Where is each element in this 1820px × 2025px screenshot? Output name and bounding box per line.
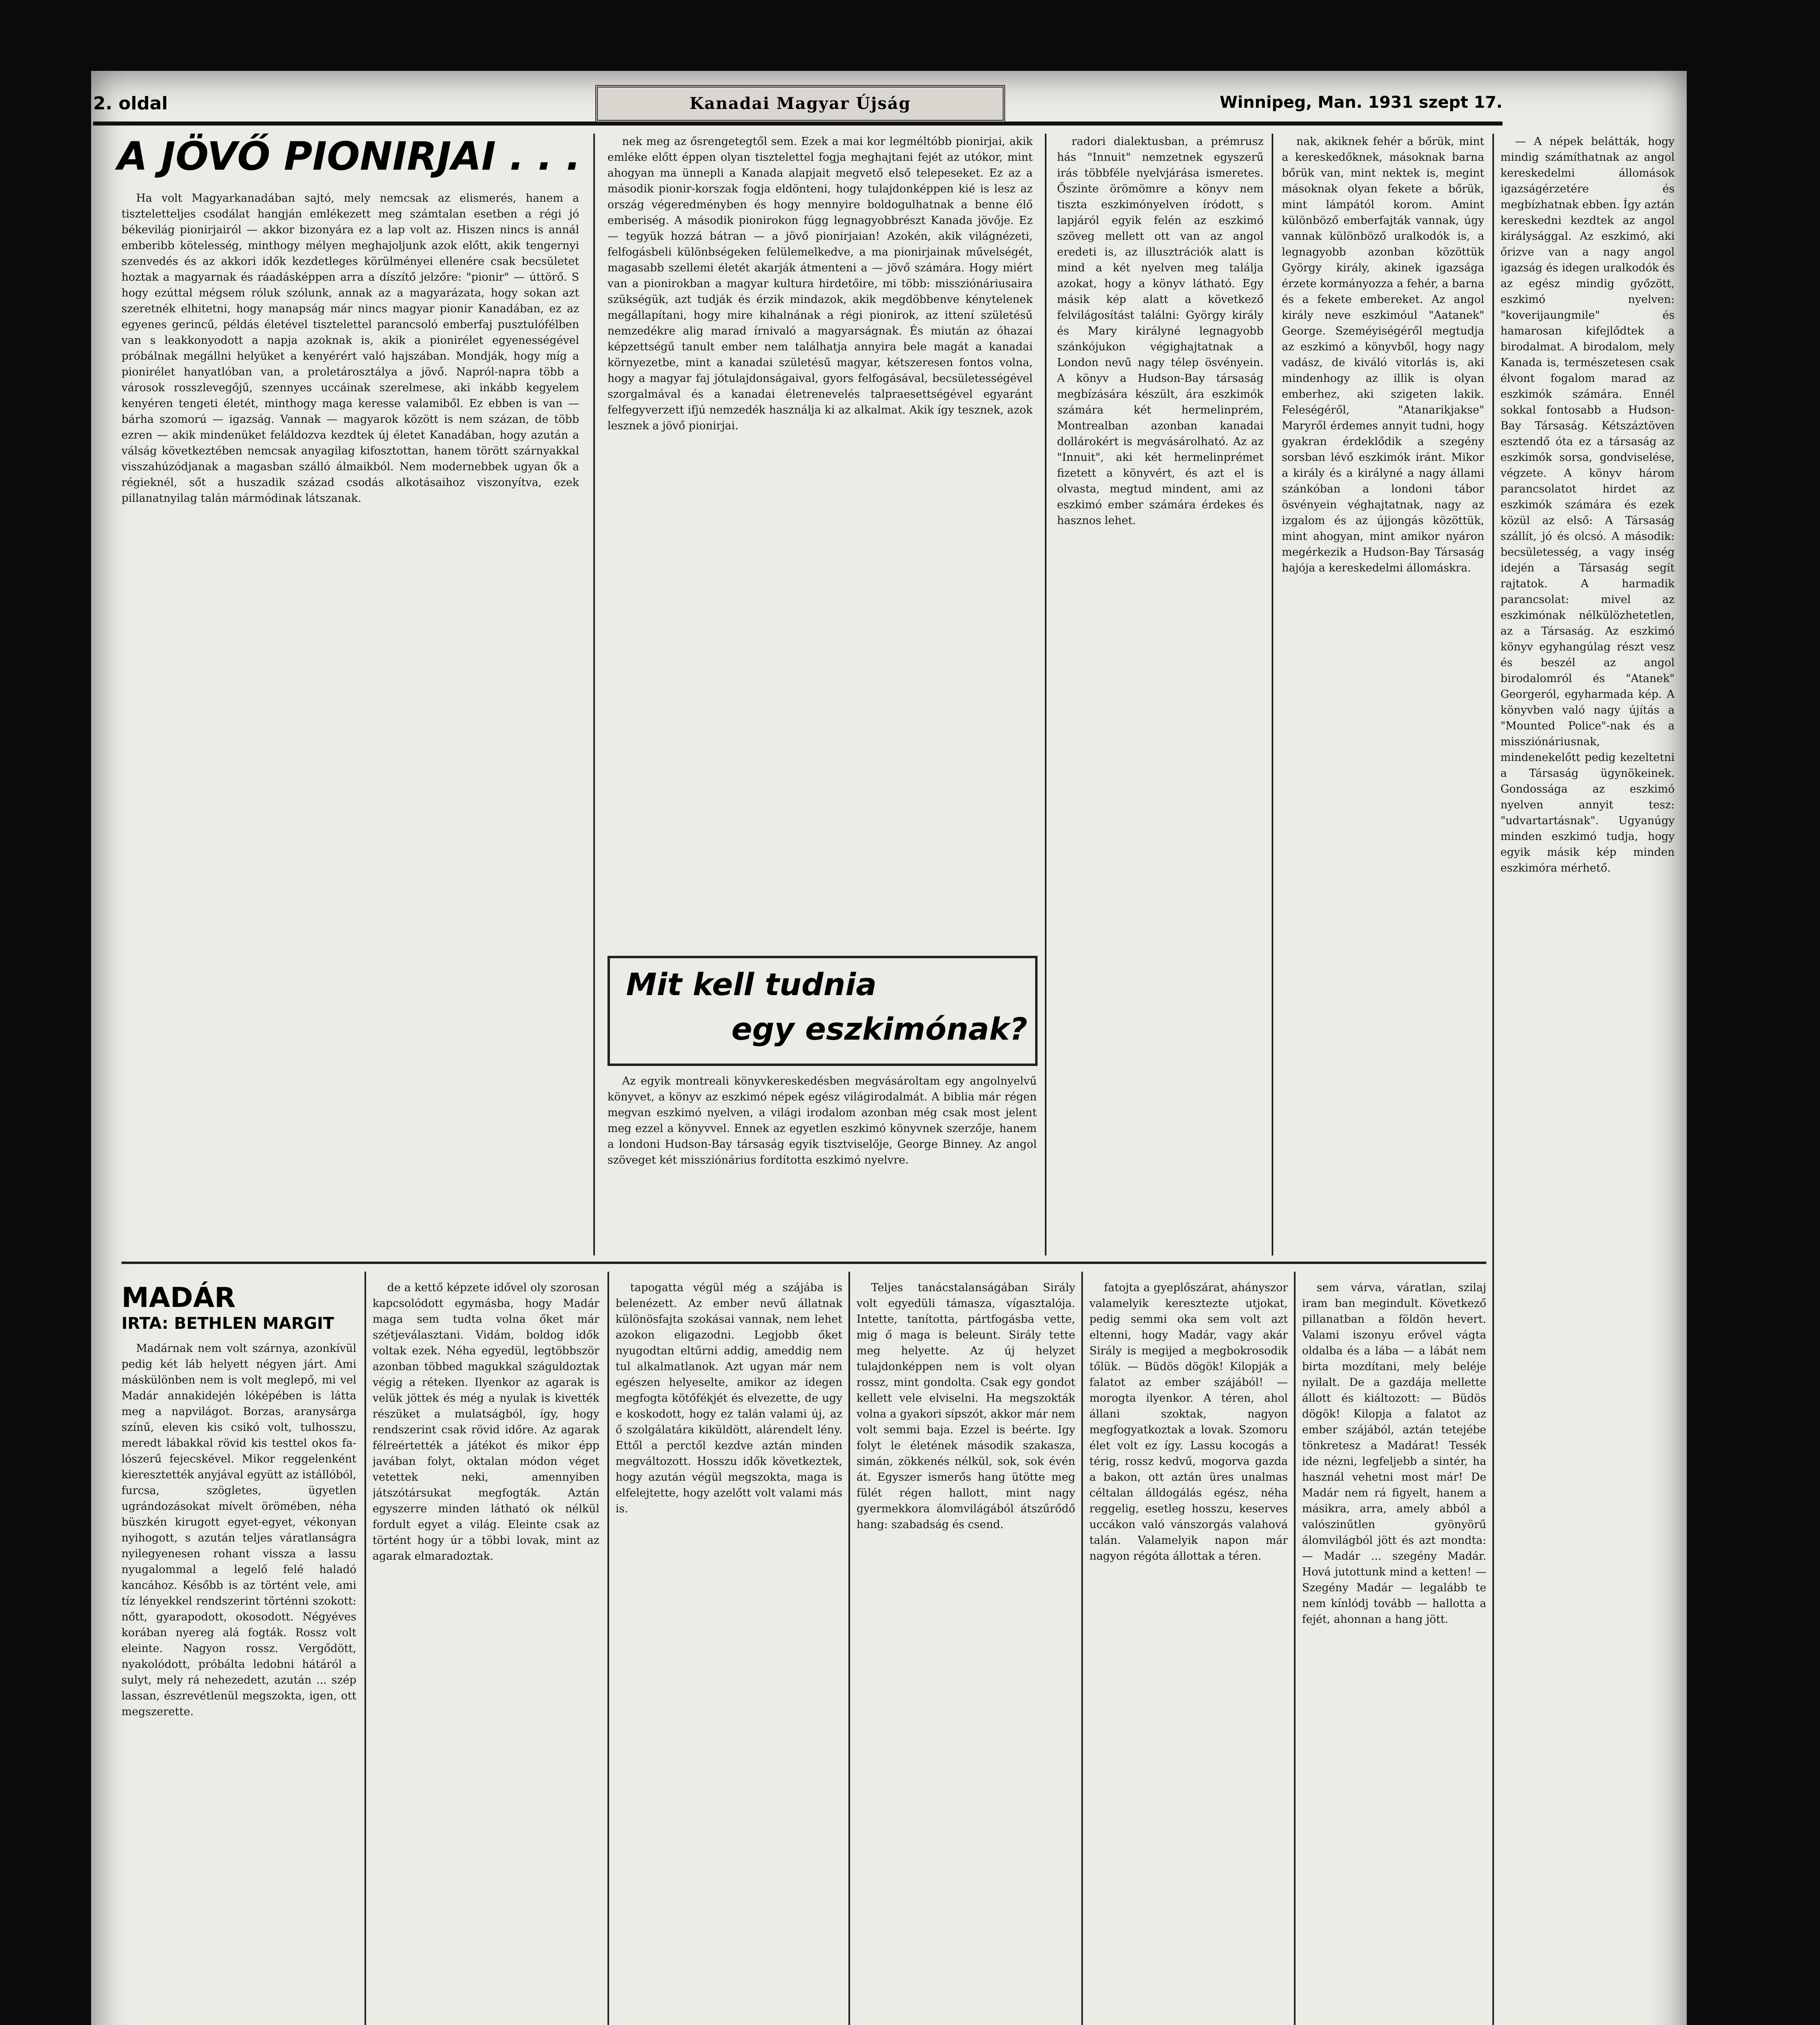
article-pionirjai-col2: [607, 134, 1033, 944]
column-divider: [593, 134, 595, 1256]
article-eszkimo-title-line2: egy eszkimónak?: [731, 1011, 1027, 1047]
column-divider: [607, 1272, 609, 2025]
article-eszkimo-body: Az egyik montreali könyvkereskedésben megvásároltam egy angolnyelvű könyvet, a könyv az eszkimó népek egész világirodalmát. A biblia már régen megvan eszkimó nyelven, a világi irodalom azonban még csak most jelent meg ezzel a könyvvel. Ennek az egyetlen eszkimó könyvnek szerzője, hanem a londoni Hudson-Bay társaság egyik tisztviselője, George Binney. Az angol szöveget két missziónárius fordította eszkimó nyelvre.: [607, 1075, 1037, 1166]
page-number: 2. oldal: [93, 93, 168, 114]
masthead: [93, 77, 1502, 126]
article-pionirjai-col3: [1057, 134, 1264, 1256]
article-eszkimo-title-line1: Mit kell tudnia: [626, 966, 877, 1002]
article-eszkimo-title-box: [607, 956, 1038, 1066]
column-divider: [1492, 134, 1494, 2025]
column-divider: [364, 1272, 366, 2025]
article-madar-text-2: de a kettő képzete idővel oly szorosan kapcsolódott egymásba, hogy Madár maga sem tudta volna őket már szétjeválasztani. Vidám, boldog idők voltak ezek. Néha egyedül, legtöbbször azonban többed magukkal száguldoztak végig a réteken. Ilyenkor az agarak is velük jöttek és még a nyulak is kivették részüket a mulatságból, így, hogy rendszerint csak rövid időre. Az agarak félreértették a játékot és mikor épp javában folyt, oktalan módon véget vetettek neki, amennyiben játszótársukat megfogták. Aztán egyszerre minden látható ok nélkül fordult egyet a világ. Eleinte csak az történt hogy úr a többi lovak, mint az agarak elmaradoztak.: [373, 1281, 599, 1562]
article-madar-col4: [857, 1280, 1075, 2025]
article-madar-text-6: sem várva, váratlan, szilaj iram ban megindult. Következő pillanatban a földön hevert. Valami iszonyu erővel vágta oldalba és a lába — a lábát nem birta mozdítani, mely beléje nyilalt. De a gazdája mellette állott és kiáltozott: — Büdös dögök! Kilopja a falatot az ember szájából, aztán tetejébe tönkretesz a Madárat! Tessék ide nézni, legfeljebb a sintér, ha használ vehetni most már! De Madár nem rá figyelt, hanem a másikra, arra, amely abból a valószinűtlen gyönyörű álomvilágból jött és azt mondta: — Madár ... szegény Madár. Hová jutottunk mind a ketten! — Szegény Madár — legalább te nem kínlódj tovább — hallotta a fejét, ahonnan a hang jött.: [1302, 1281, 1486, 1626]
article-pionirjai-text-1: Ha volt Magyarkanadában sajtó, mely nemcsak az elismerés, hanem a tiszteletteljes csodálat hangján emlékezett meg számtalan esetben a régi jó békevilág pionirjairól — akkor bizonyára ez a lap volt az. Hiszen nincs is annál emberibb kötelesség, minthogy mélyen meghajoljunk azok előtt, akik tengernyi szenvedés és az akkori idők kezdetleges körülményei ellenére csak becsületet hoztak a magyarnak és ráadásképpen arra a díszítő jelzőre: "pionir" — úttörő. S hogy ezúttal mégsem róluk szólunk, annak az a magyarázata, hogy sokan azt szeretnék elhitetni, hogy manapság már nincs magyar pionir Kanadában, ez az egyenes gerincű, példás életével tisztelettel parancsoló emberfaj pusztulófélben van s leakkonyodott a napja azoknak is, akik a pionirélet egyenességével próbálnak megállni helyüket a kenyérért való hajszában. Mondják, hogy míg a pionirélet hanyatlóban van, a proletárosztálya a jövő. Napról-napra több a városok rosszlevegőjű, szennyes uccáinak szerelmese, aki inkább kegyelem kenyéren tengeti életét, minthogy maga keresse valamiből. Ez ebben is van — bárha szomorú — igazság. Vannak — magyarok között is nem százan, de több ezren — akik mindenüket feláldozva kezdtek új életet Kanadában, hogy azután a válság következtében nemcsak anyagilag kifosztottan, hanem törött szárnyakkal visszahúzódjanak a magasban szálló álmaikból. Nem modernebbek ugyan ők a régieknél, sőt a huszadik század csodás alkotásaihoz viszonyítva, ezek pillanatnyilag talán mármódinak látszanak.: [121, 192, 579, 505]
column-divider: [1081, 1272, 1083, 2025]
article-eszkimo-text: [607, 1073, 1037, 1256]
issue-date: Winnipeg, Man. 1931 szept 17.: [1219, 93, 1502, 112]
article-pionirjai-col4: [1282, 134, 1484, 1256]
article-title-pionirjai: A JÖVŐ PIONIRJAI . . .: [117, 134, 581, 179]
newspaper-logo: Kanadai Magyar Újság: [595, 85, 1005, 122]
article-madar-col1: [121, 1341, 356, 2025]
article-madar-text-3: tapogatta végül még a szájába is belenézett. Az ember nevű állatnak különösfajta szokásai vannak, nem lehet azokon eligazodni. Legjobb őket nyugodtan eltűrni addig, ameddig nem tul alkalmatlanok. Azt ugyan már nem egészen helyeselte, amikor az idegen megfogta kötőfékjét és elvezette, de ugy e koskodott, hogy ez talán valami új, az ő szolgálatára kiküldött, alárendelt lény. Ettől a perctől kezdve aztán minden megváltozott. Hosszu idők következtek, hogy azután végül megszokta, maga is elfelejtette, hogy azelőtt volt valami más is.: [616, 1281, 842, 1515]
article-pionirjai-text-2: nek meg az ősrengetegtől sem. Ezek a mai kor legméltóbb pionirjai, akik emléke előtt éppen olyan tisztelettel fogja meghajtani fejét az utókor, mint ahogyan ma ünnepli a Kanada alapjait megvető első telepeseket. Ez az a második pionir-korszak fogja eldönteni, hogy tulajdonképpen kié is lesz az ország végeredményben és hogy mennyire boldogulhatnak a benne élő emberiség. A második pionirokon fúgg legnagyobbrészt Kanada jövője. Ez — tegyük hozzá bátran — a jövő pionirjaian! Azokén, akik világnézeti, felfogásbeli különbségeken felülemelkedve, a ma pionirjainak művelségét, magasabb szellemi életét akarják átmenteni a — jövő számára. Hogy miért van a pionirokban a magyar kultura hirdetőire, mi több: missziónáriusaira szükségük, azt tudják és érzik mindazok, akik megdöbbenve kénytelenek megállapítani, hogy mire kihalnának a régi pionirok, az ittení születésű nemzedékre alig marad írnivaló a magyarságnak. És miután az óhazai képzettségű tanult ember nem találhatja annyira bele magát a kanadai környezetbe, mint a kanadai születésű magyar, kétszeresen fontos volna, hogy a magyar faj jótulajdonságaival, gyors felfogásával, becsületességével szorgalmával és a kanadai életrenevelés talpraesettségével egyaránt felfegyverzett ifjú nemzedék használja ki az alkalmat. Akik így tesznek, azok lesznek a jövő pionirjai.: [607, 135, 1033, 432]
article-madar-col3: [616, 1280, 842, 2025]
article-madar-col6: [1302, 1280, 1486, 2025]
article-right-text: — A népek belátták, hogy mindig számíthatnak az angol kereskedelmi állomások igazságérzetére és megbízhatnak ebben. Így aztán kereskedni kezdtek az angol királysággal. Az eszkimó, aki őrizve van a nagy angol igazság és idegen uralkodók és az egész mindig győzött, eszkimó nyelven: "koverijaungmile" és hamarosan kifejlődtek a birodalmat. A birodalom, mely Kanada is, természetesen csak élvont fogalom marad az eszkimók számára. Ennél sokkal fontosabb a Hudson-Bay Társaság. Kétszáztöven esztendő óta ez a társaság az eszkimók sorsa, gondviselése, végzete. A könyv három parancsolatot hirdet az eszkimók számára és ezek közül az első: A Társaság szállít, jó és olcsó. A második: becsületesség, a vagy inség idején a Társaság segít rajtatok. A harmadik parancsolat: mivel az eszkimónak nélkülözhetetlen, az a Társaság. Az eszkimó könyv egyhangúlag részt vesz és beszél az angol birodalomról és "Atanek" Georgeról, egyharmada kép. A könyvben való nagy újítás a "Mounted Police"-nak és a missziónáriusnak, mindenekelőtt pedig kezeltetni a Társaság ügynökeinek. Gondossága az eszkimó nyelven annyit tesz: "udvartartásnak". Ugyanúgy minden eszkimó tudja, hogy egyik másik kép minden eszkimóra mérhető.: [1500, 135, 1675, 874]
article-pionirjai-col1: [121, 190, 579, 1251]
column-divider: [1045, 134, 1046, 1256]
article-pionirjai-text-3: radori dialektusban, a prémrusz hás "Innuit" nemzetnek egyszerű irás többféle nyelvjárása ismeretes. Őszinte örömömre a könyv nem tiszta eszkimónyelven íródott, s lapjáról egyik felén az eszkimó szöveg mellett ott van az angol eredeti is, az illusztrációk alatt is mind a két nyelven meg találja azokat, hogy a könyv látható. Egy másik kép alatt a következő felvilágosítást találni: György király és Mary királyné legnagyobb szánkójukon végighajtatnak a London nevű nagy télep ösvényein. A könyv a Hudson-Bay társaság megbízására készült, ára eszkimók számára két hermelinprém, Montrealban azonban kanadai dollárokért is megvásárolható. Az az "Innuit", aki két hermelinprémet fizetett a könyvért, és azt el is olvasta, megtud mindent, ami az eszkimó ember számára érdekes és hasznos lehet.: [1057, 135, 1264, 527]
column-divider: [1294, 1272, 1296, 2025]
article-madar-text-5: fatojta a gyeplőszárat, ahányszor valamelyik keresztezte utjokat, pedig semmi oka sem volt azt eltenni, hogy Madár, vagy akár Sirály is megijed a megbokrosodik tőlük. — Büdös dögök! Kilopják a falatot az ember szájából! — morogta ilyenkor. A téren, ahol állani szoktak, nagyon megfogyatkoztak a lovak. Szomoru élet volt ez így. Lassu kocogás a térig, rossz kedvű, mogorva gazda a bakon, ott aztán üres unalmas céltalan álldogálás egész, néha reggelig, esetleg hosszu, keserves uccákon való vánszorgás valahová talán. Valamelyik napon már nagyon régóta állottak a téren.: [1089, 1281, 1288, 1562]
section-divider: [121, 1262, 1486, 1264]
article-madar-col2: [373, 1280, 599, 2025]
column-divider: [1272, 134, 1273, 1256]
article-madar-byline: IRTA: BETHLEN MARGIT: [121, 1314, 335, 1333]
column-divider: [848, 1272, 850, 2025]
article-madar-col5: [1089, 1280, 1288, 2025]
article-pionirjai-text-4: nak, akiknek fehér a bőrük, mint a kereskedőknek, másoknak barna bőrük van, mint nektek is, megint másoknak olyan fekete a bőrük, mint lámpától korom. Amint különböző emberfajták vannak, úgy vannak különböző uralkodók is, a legnagyobb azonban közöttük György király, akinek igazsága érzete kormányozza a fehér, a barna és a fekete embereket. Az angol király neve eszkimóul "Aatanek" George. Szeméyiségéről megtudja az eszkimó a könyvből, hogy nagy vadász, de kiváló vitorlás is, aki mindenhogy az illik is olyan emberhez, aki szigeten lakik. Feleségéről, "Atanarikjakse" Maryről érdemes annyit tudni, hogy gyakran érdeklődik a szegény sorsban lévő eszkimók iránt. Mikor a király és a királyné a nagy állami szánkóban a londoni tábor ösvényein véghajtatnak, nagy az izgalom és az újjongás közöttük, mint ahogyan, mint amikor nyáron megérkezik a Hudson-Bay Társaság hajója a kereskedelmi állomáskra.: [1282, 135, 1484, 574]
article-right-column: [1500, 134, 1675, 2025]
article-madar-text-4: Teljes tanácstalanságában Sirály volt egyedüli támasza, vígasztalója. Intette, tanította, pártfogásba vette, mig ő maga is beleunt. Sirály tette meg helyette. Az új helyzet tulajdonképpen nem is volt olyan rossz, mint gondolta. Csak egy gondot kellett vele elviselni. Ha megszokták volna a gyakori sípszót, akkor már nem volt semmi baja. Ezzel is beérte. Igy folyt le életének második szakasza, simán, zökkenés nélkül, sok, sok évén át. Egyszer ismerős hang ütötte meg fülét régen hallott, mint nagy gyermekkora álomvilágából átszűrődő hang: szabadság és csend.: [857, 1281, 1075, 1531]
article-madar-text-1: Madárnak nem volt szárnya, azonkívül pedig két láb helyett négyen járt. Ami máskülönben nem is volt meglepő, mi vel Madár annakidején lóképében is látta meg a napvilágot. Borzas, aranysárga színű, eleven kis csikó volt, tulhosszu, meredt lábakkal rövid kis testtel okos fa-lószerű fejecskével. Mikor reggelenként kieresztették anyjával együtt az istállóból, furcsa, szögletes, ügyetlen ugrándozásokat mívelt örömében, néha büszkén kirugott egyet-egyet, vékonyan nyihogott, s azután teljes váratlanságra nyilegyenesen rohant vissza a lassu nyugalommal a legelő felé haladó kancához. Később is az történt vele, ami tíz lényekkel rendszerint történni szokott: nőtt, gyarapodott, okosodott. Négyéves korában nyereg alá fogták. Rossz volt eleinte. Nagyon rossz. Vergődött, nyakolódott, próbálta ledobni hátáról a sulyt, mely rá nehezedett, azután ... szép lassan, észrevétlenül megszokta, igen, ott megszerette.: [121, 1342, 356, 1718]
article-madar-title: MADÁR: [121, 1282, 236, 1314]
